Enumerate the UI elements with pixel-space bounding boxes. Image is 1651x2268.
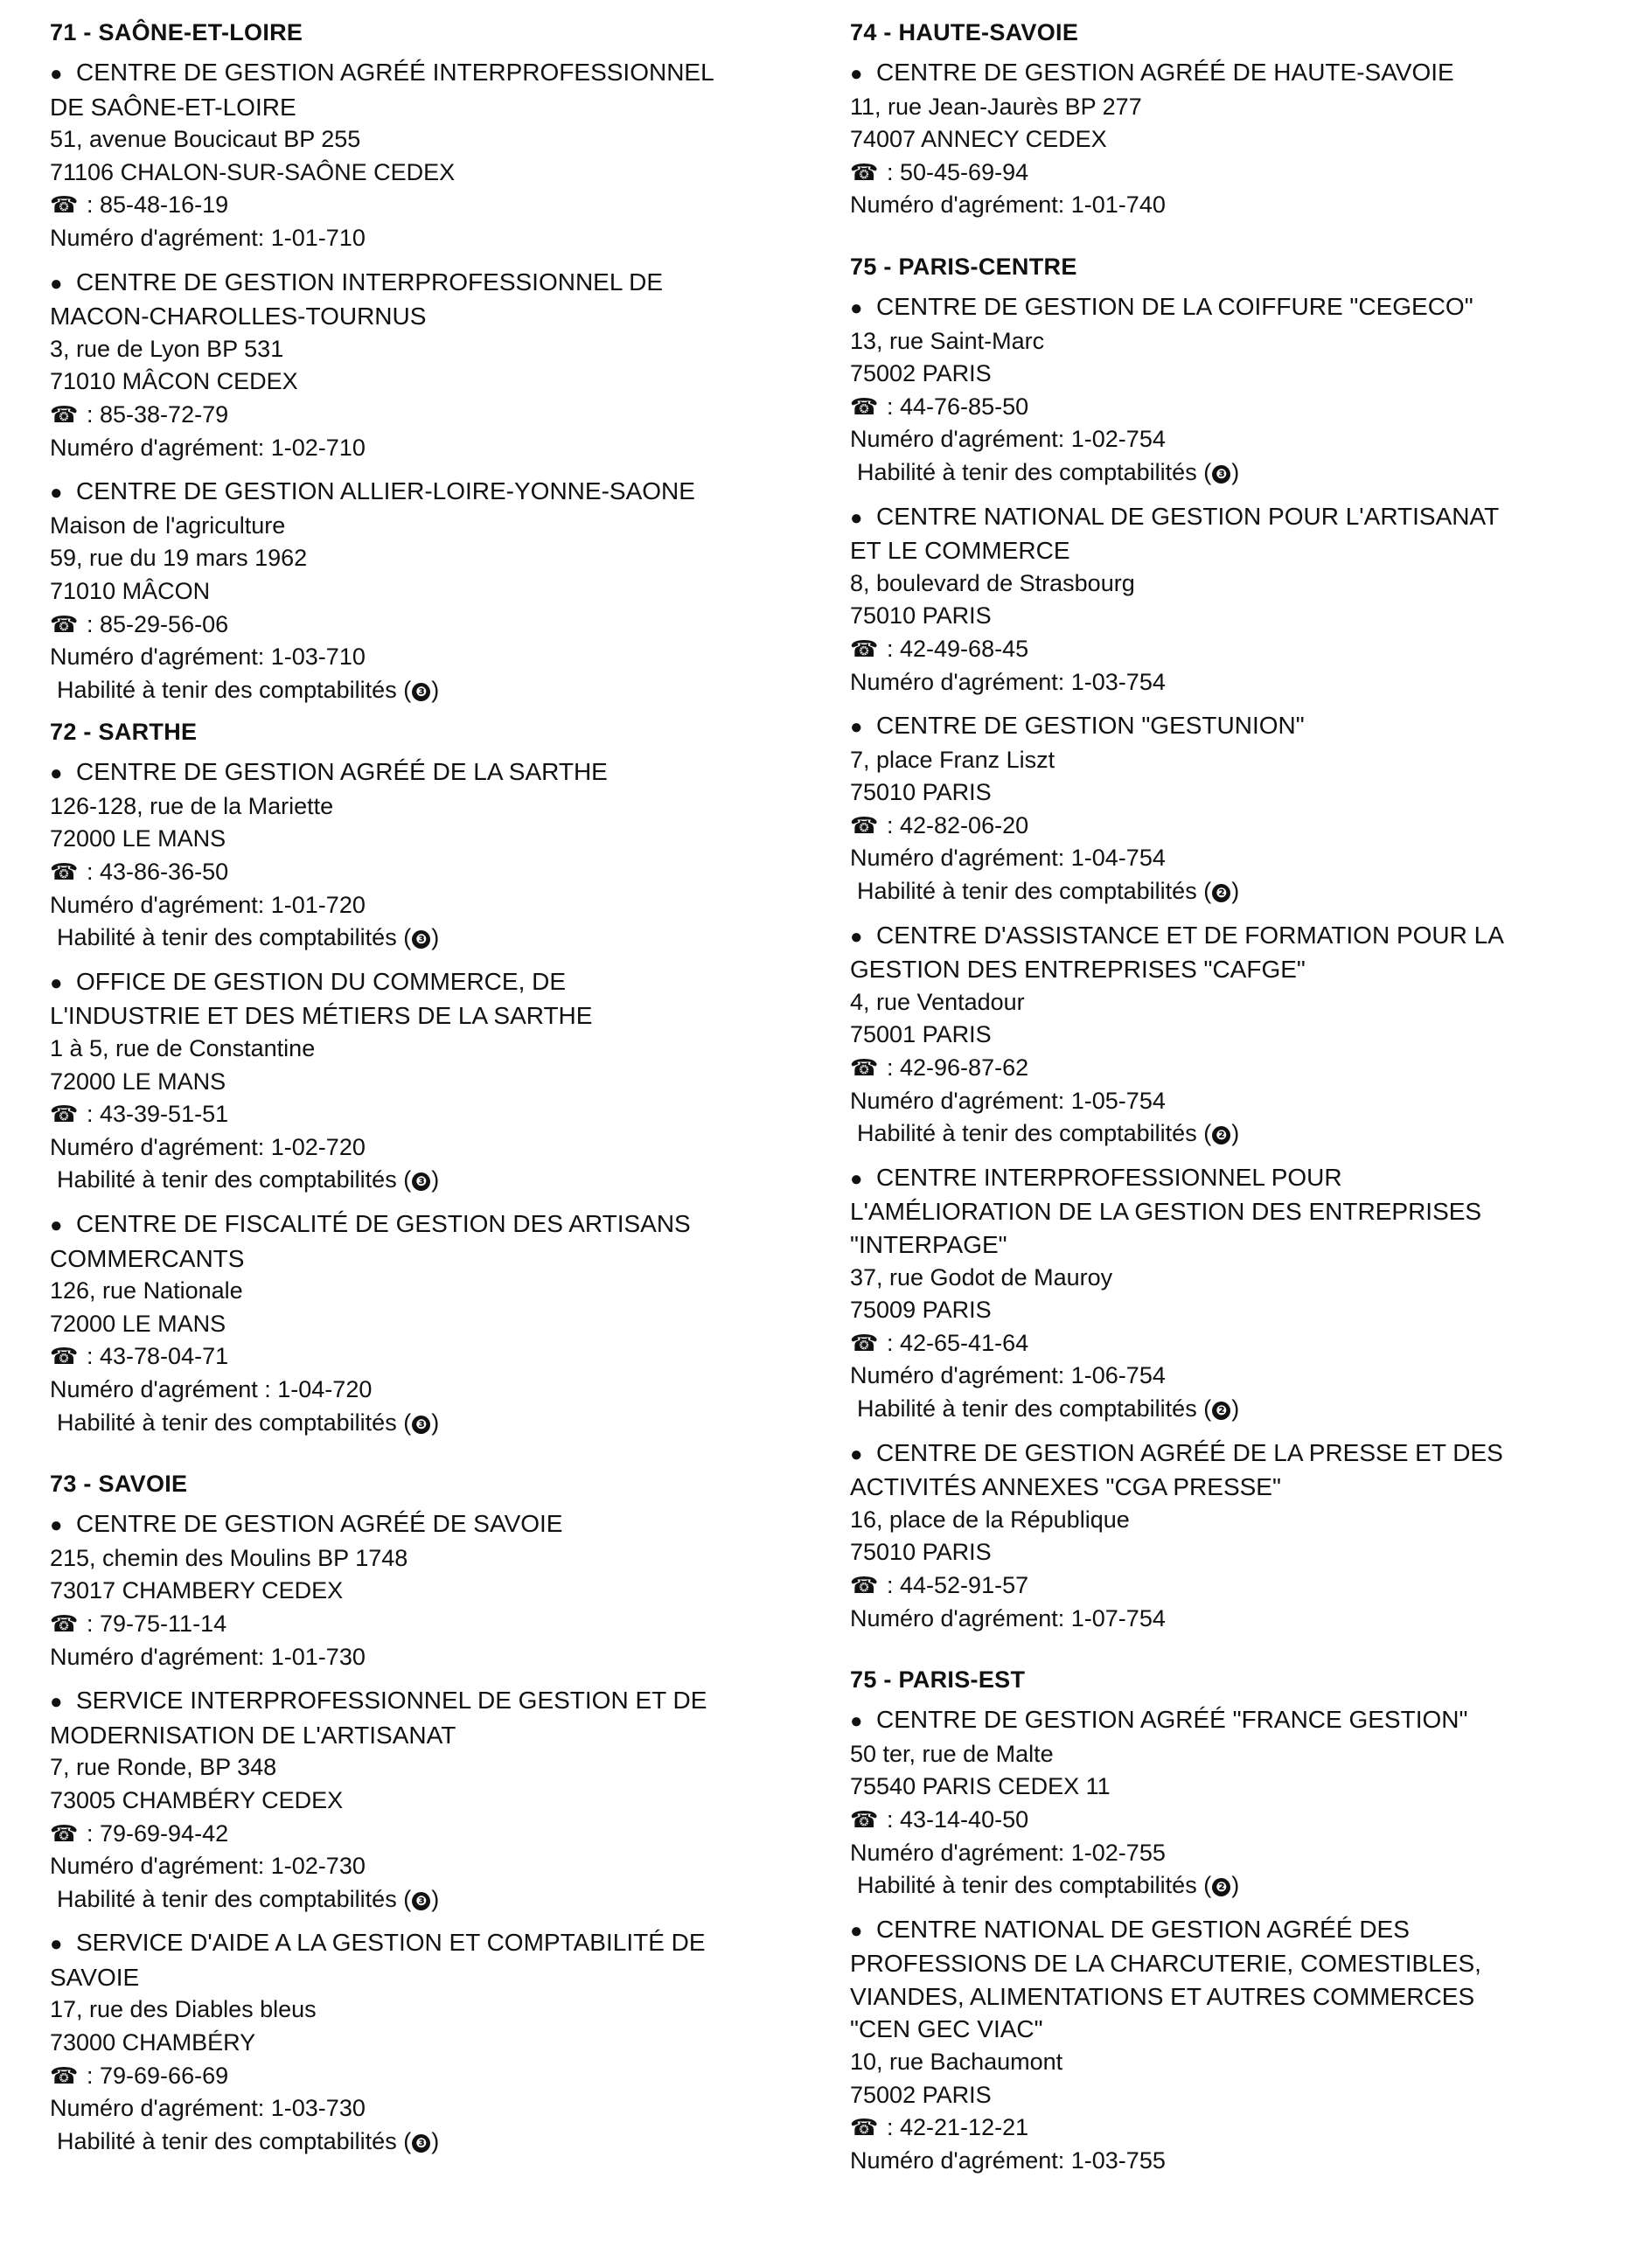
entry-name-text: CENTRE NATIONAL DE GESTION POUR L'ARTISANAT [876,502,1500,530]
phone-icon: ☎ [50,191,79,219]
directory-entry [50,1926,819,2158]
phone-line [850,810,1620,843]
bullet-icon: ● [50,1214,63,1237]
habilite-text: Habilité à tenir des comptabilités ( [57,1409,412,1436]
directory-entry [850,56,1620,222]
habilite-line [50,1407,819,1440]
entry-name-text: MACON-CHAROLLES-TOURNUS [50,303,427,330]
agrement-number: Numéro d'agrément: 1-07-754 [850,1604,1166,1631]
bullet-icon: ● [850,924,863,949]
phone-number: : 43-78-04-71 [87,1343,229,1370]
entry-name-text: SERVICE INTERPROFESSIONNEL DE GESTION ET DE [76,1687,707,1715]
address-line: 75010 PARIS [850,1539,992,1566]
address-line: 16, place de la République [850,1506,1130,1533]
entry-name-text: ACTIVITÉS ANNEXES "CGA PRESSE" [850,1473,1281,1501]
habilite-line [50,922,819,955]
agrement-number: Numéro d'agrément: 1-01-740 [850,191,1166,219]
phone-number: : 43-39-51-51 [87,1101,229,1128]
directory-entry [50,1207,819,1439]
entry-name-line [850,2013,1620,2046]
address-line: 71010 MÂCON [50,577,211,604]
bullet-icon: ● [850,715,863,740]
directory-entry [50,965,819,1197]
address-line: 51, avenue Boucicaut BP 255 [50,126,361,153]
directory-entry [850,1703,1620,1903]
entry-name-text: CENTRE DE GESTION AGRÉÉ DE HAUTE-SAVOIE [876,59,1454,86]
directory-entry [850,1161,1620,1426]
agrement-number: Numéro d'agrément: 1-06-754 [850,1362,1166,1389]
habilite-mark-icon: ❸ [412,1416,430,1434]
phone-number: : 85-29-56-06 [87,610,229,637]
habilite-close: ) [431,924,440,951]
phone-number: : 42-96-87-62 [887,1054,1029,1082]
phone-number: : 85-38-72-79 [87,400,229,428]
entry-name-text: "CEN GEC VIAC" [850,2015,1043,2043]
right-column [850,17,1620,2188]
phone-number: : 79-69-66-69 [87,2062,229,2089]
section-title: 75 - PARIS-CENTRE [850,253,1077,280]
habilite-text: Habilité à tenir des comptabilités ( [57,1885,412,1912]
habilite-mark-icon: ❸ [412,1172,430,1191]
entry-name-line [850,1980,1620,2014]
address-line: 72000 LE MANS [50,1068,226,1095]
address-line: 73005 CHAMBÉRY CEDEX [50,1786,344,1813]
habilite-close: ) [431,1409,440,1436]
entry-name-text: L'INDUSTRIE ET DES MÉTIERS DE LA SARTHE [50,1002,593,1030]
entry-name-text: L'AMÉLIORATION DE LA GESTION DES ENTREPRISES [850,1198,1482,1226]
phone-icon: ☎ [850,1329,879,1356]
agrement-number: Numéro d'agrément: 1-03-754 [850,668,1166,695]
address-line: 126-128, rue de la Mariette [50,792,334,819]
habilite-close: ) [1231,458,1240,485]
habilite-mark-icon: ❷ [1212,1402,1230,1420]
habilite-line [850,456,1620,490]
habilite-close: ) [431,1885,440,1912]
agrement-number: Numéro d'agrément: 1-03-755 [850,2146,1166,2174]
entry-name-line [50,91,819,124]
habilite-text: Habilité à tenir des comptabilités ( [857,878,1212,905]
phone-line [50,189,819,222]
phone-icon: ☎ [50,1610,79,1637]
agrement-number: Numéro d'agrément: 1-02-720 [50,1133,366,1160]
habilite-close: ) [1231,878,1240,905]
phone-icon: ☎ [50,859,79,886]
entry-name-line [50,1926,819,1961]
phone-number: : 43-86-36-50 [87,859,229,886]
agrement-number: Numéro d'agrément: 1-01-730 [50,1643,366,1670]
entry-name-line [850,500,1620,535]
directory-entry [850,919,1620,1151]
habilite-close: ) [1231,1872,1240,1899]
bullet-icon: ● [50,762,63,786]
entry-name-line [850,290,1620,325]
bullet-icon: ● [850,505,863,530]
address-line: 71010 MÂCON CEDEX [50,368,298,395]
address-line: 59, rue du 19 mars 1962 [50,545,308,572]
habilite-line [850,1869,1620,1903]
entry-name-text: CENTRE DE GESTION ALLIER-LOIRE-YONNE-SAONE [76,477,695,505]
phone-line [50,609,819,642]
entry-name-text: SAVOIE [50,1963,140,1991]
entry-name-text: CENTRE DE GESTION AGRÉÉ "FRANCE GESTION" [876,1706,1468,1734]
entry-name-line [850,1913,1620,1948]
phone-number: : 44-76-85-50 [887,393,1029,420]
habilite-text: Habilité à tenir des comptabilités ( [57,1166,412,1193]
entry-name-line [850,919,1620,954]
phone-line [850,1569,1620,1603]
address-line: 74007 ANNECY CEDEX [850,126,1107,153]
address-line: 75001 PARIS [850,1021,992,1048]
habilite-close: ) [431,676,440,703]
entry-name-line [50,999,819,1033]
entry-name-text: PROFESSIONS DE LA CHARCUTERIE, COMESTIBLES, [850,1950,1481,1978]
phone-line [50,1098,819,1131]
address-line: 126, rue Nationale [50,1277,243,1304]
habilite-mark-icon: ❸ [412,683,430,701]
phone-icon: ☎ [50,610,79,637]
section-title: 72 - SARTHE [50,719,198,746]
entry-name-line [50,965,819,1000]
bullet-icon: ● [50,971,63,995]
address-line: 71106 CHALON-SUR-SAÔNE CEDEX [50,158,456,185]
phone-icon: ☎ [850,1054,879,1082]
entry-name-text: CENTRE DE GESTION AGRÉÉ DE SAVOIE [76,1510,563,1538]
entry-name-text: "INTERPAGE" [850,1231,1007,1258]
bullet-icon: ● [850,1709,863,1734]
bullet-icon: ● [850,1918,863,1943]
habilite-mark-icon: ❸ [412,2134,430,2153]
habilite-close: ) [1231,1120,1240,1147]
section-title: 75 - PARIS-EST [850,1666,1026,1694]
phone-icon: ☎ [850,811,879,838]
habilite-line [50,1883,819,1917]
phone-icon: ☎ [850,1805,879,1833]
left-column [50,17,819,2168]
habilite-close: ) [431,1166,440,1193]
directory-entry [850,709,1620,908]
entry-name-line [50,1719,819,1752]
entry-name-line [850,709,1620,744]
habilite-mark-icon: ❸ [412,930,430,949]
phone-line [50,2060,819,2093]
bullet-icon: ● [50,481,63,505]
address-line: 50 ter, rue de Malte [850,1740,1054,1767]
bullet-icon: ● [850,1166,863,1191]
directory-entry [50,755,819,955]
entry-name-line [850,534,1620,567]
entry-name-text: CENTRE DE GESTION INTERPROFESSIONNEL DE [76,268,664,296]
entry-name-line [50,266,819,301]
phone-line [50,856,819,889]
habilite-line [50,2125,819,2159]
address-line: 1 à 5, rue de Constantine [50,1035,316,1062]
region-section [850,1665,1620,2177]
section-title: 73 - SAVOIE [50,1471,188,1498]
entry-name-line [50,1242,819,1276]
phone-number: : 42-21-12-21 [887,2114,1029,2141]
bullet-icon: ● [850,62,863,86]
phone-number: : 79-69-94-42 [87,1819,229,1847]
entry-name-line [850,1703,1620,1738]
bullet-icon: ● [50,1513,63,1538]
agrement-number: Numéro d'agrément: 1-01-710 [50,224,366,251]
agrement-number: Numéro d'agrément: 1-02-730 [50,1853,366,1880]
phone-icon: ☎ [50,2062,79,2089]
section-title: 71 - SAÔNE-ET-LOIRE [50,19,303,45]
address-line: 75010 PARIS [850,779,992,806]
address-line: 7, rue Ronde, BP 348 [50,1754,277,1781]
entry-name-text: OFFICE DE GESTION DU COMMERCE, DE [76,967,567,995]
region-section [50,717,819,1439]
habilite-text: Habilité à tenir des comptabilités ( [57,2127,412,2154]
phone-line [850,1052,1620,1085]
phone-number: : 85-48-16-19 [87,191,229,219]
entry-name-text: CENTRE DE GESTION AGRÉÉ INTERPROFESSIONNEL [76,59,714,86]
habilite-line [50,674,819,707]
address-line: 75002 PARIS [850,2081,992,2108]
entry-name-text: CENTRE D'ASSISTANCE ET DE FORMATION POUR LA [876,921,1504,949]
address-line: 75010 PARIS [850,602,992,630]
entry-name-line [850,1471,1620,1504]
phone-icon: ☎ [850,158,879,185]
entry-name-text: DE SAÔNE-ET-LOIRE [50,93,296,121]
bullet-icon: ● [50,1932,63,1957]
entry-name-line [850,1161,1620,1196]
address-line: 17, rue des Diables bleus [50,1996,317,2023]
habilite-mark-icon: ❷ [1212,1126,1230,1144]
bullet-icon: ● [50,1690,63,1715]
address-line: 75009 PARIS [850,1297,992,1324]
agrement-number: Numéro d'agrément: 1-02-710 [50,434,366,461]
directory-entry [850,290,1620,490]
address-line: 7, place Franz Liszt [850,746,1055,773]
entry-name-text: VIANDES, ALIMENTATIONS ET AUTRES COMMERCES [850,1982,1475,2010]
phone-icon: ☎ [850,393,879,420]
habilite-mark-icon: ❸ [412,1892,430,1910]
habilite-mark-icon: ❷ [1212,884,1230,902]
phone-line [850,1327,1620,1360]
habilite-text: Habilité à tenir des comptabilités ( [857,1120,1212,1147]
phone-line [50,1340,819,1374]
agrement-number: Numéro d'agrément: 1-05-754 [850,1087,1166,1114]
phone-line [50,1818,819,1851]
habilite-line [850,1117,1620,1151]
agrement-number: Numéro d'agrément: 1-03-730 [50,2095,366,2122]
address-line: 72000 LE MANS [50,825,226,852]
address-line: 3, rue de Lyon BP 531 [50,335,284,362]
phone-line [850,391,1620,424]
phone-icon: ☎ [850,2114,879,2141]
entry-name-text: COMMERCANTS [50,1244,245,1272]
region-section [50,17,819,706]
entry-name-line [50,1207,819,1242]
entry-name-text: CENTRE DE FISCALITÉ DE GESTION DES ARTISANS [76,1210,691,1237]
directory-entry [50,475,819,706]
entry-name-line [50,475,819,510]
directory-entry [850,1913,1620,2178]
phone-icon: ☎ [50,1819,79,1847]
entry-name-line [50,1507,819,1542]
entry-name-text: CENTRE DE GESTION "GESTUNION" [876,712,1305,740]
directory-entry [50,1507,819,1673]
directory-entry [50,1684,819,1916]
habilite-mark-icon: ❸ [1212,465,1230,484]
entry-name-line [850,1195,1620,1228]
address-line: 73000 CHAMBÉRY [50,2029,256,2056]
phone-icon: ☎ [850,1571,879,1598]
phone-line [50,1608,819,1641]
agrement-number: Numéro d'agrément: 1-02-755 [850,1839,1166,1866]
phone-number: : 44-52-91-57 [887,1571,1029,1598]
entry-name-text: CENTRE NATIONAL DE GESTION AGRÉÉ DES [876,1915,1410,1943]
phone-number: : 50-45-69-94 [887,158,1029,185]
address-line: 11, rue Jean-Jaurès BP 277 [850,93,1142,120]
entry-name-line [50,300,819,333]
directory-entry [850,1437,1620,1636]
entry-name-line [850,1947,1620,1980]
phone-icon: ☎ [50,1343,79,1370]
region-section [850,17,1620,222]
agrement-number: Numéro d'agrément : 1-04-720 [50,1375,373,1402]
agrement-number: Numéro d'agrément: 1-01-720 [50,891,366,918]
entry-name-text: CENTRE DE GESTION AGRÉÉ DE LA SARTHE [76,758,608,786]
agrement-number: Numéro d'agrément: 1-03-710 [50,644,366,671]
habilite-close: ) [1231,1395,1240,1422]
phone-icon: ☎ [50,400,79,428]
habilite-close: ) [431,2127,440,2154]
entry-name-line [850,1228,1620,1262]
bullet-icon: ● [50,271,63,296]
phone-number: : 42-49-68-45 [887,635,1029,662]
entry-name-text: GESTION DES ENTREPRISES "CAFGE" [850,956,1306,984]
bullet-icon: ● [850,1442,863,1466]
entry-name-line [850,1437,1620,1471]
habilite-line [50,1164,819,1197]
address-line: 13, rue Saint-Marc [850,327,1045,354]
address-line: 8, boulevard de Strasbourg [850,569,1135,596]
phone-number: : 43-14-40-50 [887,1805,1029,1833]
phone-icon: ☎ [850,635,879,662]
address-line: 73017 CHAMBERY CEDEX [50,1577,344,1604]
entry-name-line [50,1684,819,1719]
entry-name-text: CENTRE DE GESTION AGRÉÉ DE LA PRESSE ET DES [876,1438,1503,1466]
address-line: 75540 PARIS CEDEX 11 [850,1773,1111,1800]
entry-name-line [50,755,819,790]
agrement-number: Numéro d'agrément: 1-04-754 [850,845,1166,872]
phone-line [850,157,1620,190]
phone-number: : 79-75-11-14 [87,1610,227,1637]
entry-name-line [850,56,1620,91]
phone-line [50,399,819,432]
phone-line [850,2111,1620,2145]
phone-icon: ☎ [50,1101,79,1128]
habilite-text: Habilité à tenir des comptabilités ( [57,676,412,703]
habilite-mark-icon: ❷ [1212,1878,1230,1896]
address-line: 10, rue Bachaumont [850,2049,1063,2076]
phone-line [850,1804,1620,1837]
entry-name-line [50,1961,819,1994]
phone-number: : 42-65-41-64 [887,1329,1029,1356]
address-line: 75002 PARIS [850,360,992,387]
habilite-text: Habilité à tenir des comptabilités ( [857,458,1212,485]
region-section [850,252,1620,1635]
address-line: 72000 LE MANS [50,1310,226,1337]
entry-name-text: ET LE COMMERCE [850,537,1070,565]
address-line: 37, rue Godot de Mauroy [850,1263,1113,1291]
phone-number: : 42-82-06-20 [887,811,1029,838]
habilite-text: Habilité à tenir des comptabilités ( [857,1395,1212,1422]
directory-entry [50,56,819,255]
habilite-line [850,1393,1620,1426]
entry-name-text: CENTRE DE GESTION DE LA COIFFURE "CEGECO" [876,292,1473,320]
habilite-text: Habilité à tenir des comptabilités ( [57,924,412,951]
entry-name-text: CENTRE INTERPROFESSIONNEL POUR [876,1163,1342,1191]
address-line: 215, chemin des Moulins BP 1748 [50,1544,408,1571]
section-title: 74 - HAUTE-SAVOIE [850,19,1079,45]
phone-line [850,633,1620,666]
entry-name-text: SERVICE D'AIDE A LA GESTION ET COMPTABILITÉ DE [76,1929,706,1957]
directory-entry [850,500,1620,699]
entry-name-text: MODERNISATION DE L'ARTISANAT [50,1721,456,1749]
bullet-icon: ● [50,62,63,86]
habilite-line [850,875,1620,908]
bullet-icon: ● [850,296,863,320]
habilite-text: Habilité à tenir des comptabilités ( [857,1872,1212,1899]
entry-name-line [850,953,1620,986]
agrement-number: Numéro d'agrément: 1-02-754 [850,426,1166,453]
address-line: Maison de l'agriculture [50,511,286,539]
region-section [50,1469,819,2158]
entry-name-line [50,56,819,91]
address-line: 4, rue Ventadour [850,988,1025,1015]
directory-entry [50,266,819,465]
